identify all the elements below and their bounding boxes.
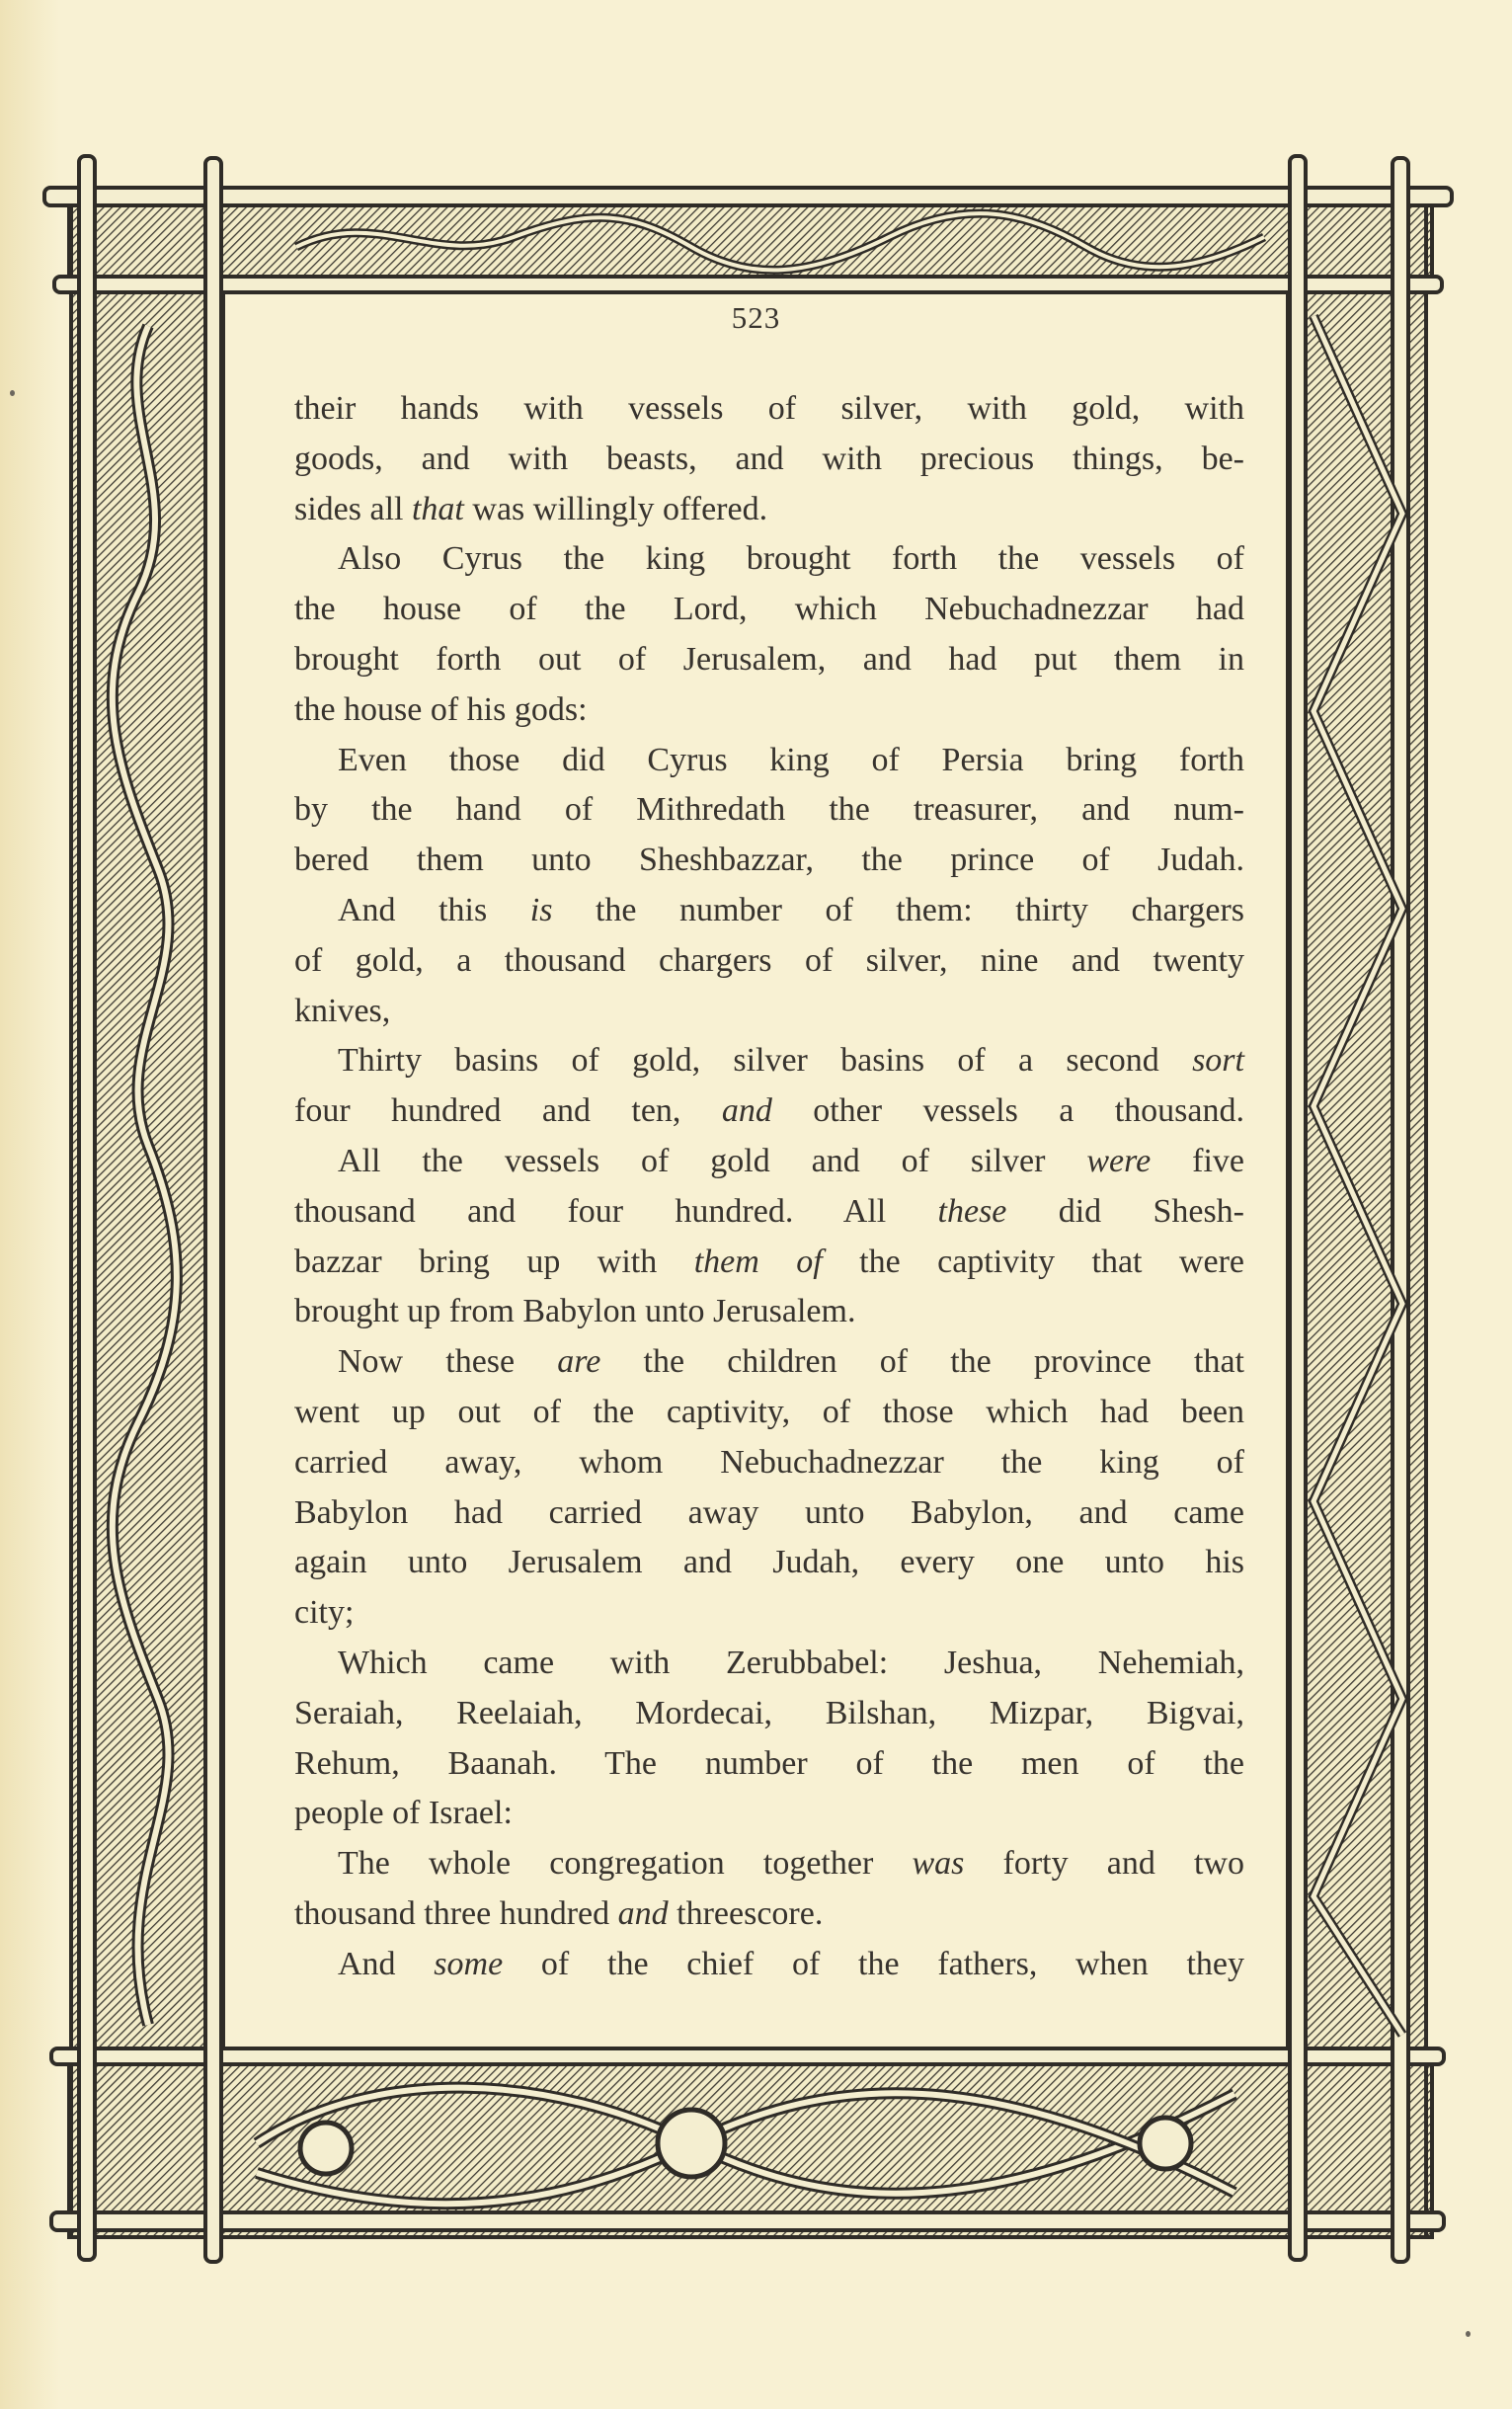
text-line: [294, 1639, 1244, 1689]
text-line: [294, 1337, 1244, 1388]
text-segment: city;: [294, 1594, 355, 1632]
text-segment: bazzar bring up with: [294, 1243, 694, 1280]
text-segment: sides all: [294, 490, 412, 527]
italic-word: and: [617, 1894, 669, 1932]
text-segment: Now these: [338, 1343, 558, 1381]
text-segment: knives,: [294, 992, 391, 1029]
text-line: [294, 736, 1244, 786]
text-line: [294, 1739, 1244, 1790]
text-line: [294, 1388, 1244, 1438]
text-segment: carried away, whom Nebuchadnezzar the king of: [294, 1443, 1244, 1481]
text-line: [294, 1940, 1244, 1990]
text-segment: the captivity that were: [822, 1243, 1244, 1280]
italic-word: and: [721, 1092, 772, 1130]
text-line: [294, 1538, 1244, 1588]
text-line: [294, 384, 1244, 435]
text-segment: Which came with Zerubbabel: Jeshua, Nehemiah,: [338, 1644, 1244, 1681]
text-line: [294, 1137, 1244, 1187]
text-segment: All the vessels of gold and of silver: [338, 1142, 1087, 1179]
text-segment: brought up from Babylon unto Jerusalem.: [294, 1293, 856, 1330]
scripture-text: [294, 384, 1244, 1990]
text-segment: Rehum, Baanah. The number of the men of the: [294, 1744, 1244, 1782]
italic-word: these: [937, 1192, 1007, 1230]
italic-word: sort: [1192, 1042, 1244, 1080]
text-segment: Babylon had carried away unto Babylon, and came: [294, 1493, 1244, 1531]
text-line: [294, 435, 1244, 485]
text-segment: five: [1151, 1142, 1244, 1179]
text-line: [294, 1889, 1244, 1940]
text-line: [294, 936, 1244, 987]
text-line: [294, 1588, 1244, 1639]
italic-word: was: [912, 1845, 965, 1883]
text-line: [294, 1086, 1244, 1137]
text-segment: Seraiah, Reelaiah, Mordecai, Bilshan, Mizpar, Bigvai,: [294, 1694, 1244, 1731]
text-segment: the number of them: thirty chargers: [552, 891, 1244, 928]
text-segment: people of Israel:: [294, 1795, 513, 1832]
text-segment: the children of the province that: [600, 1343, 1244, 1381]
text-line: [294, 1488, 1244, 1539]
text-segment: Also Cyrus the king brought forth the vessels of: [338, 540, 1244, 578]
text-line: [294, 1287, 1244, 1337]
italic-word: were: [1086, 1142, 1152, 1179]
text-line: [294, 485, 1244, 535]
text-line: [294, 534, 1244, 585]
text-segment: And: [338, 1945, 435, 1982]
italic-word: are: [557, 1343, 601, 1381]
text-line: [294, 836, 1244, 886]
text-segment: forty and two: [964, 1845, 1244, 1883]
text-line: [294, 1438, 1244, 1488]
text-line: [294, 585, 1244, 635]
italic-word: some: [434, 1945, 504, 1982]
text-line: [294, 1689, 1244, 1739]
text-segment: the house of his gods:: [294, 690, 588, 728]
text-segment: of the chief of the fathers, when they: [503, 1945, 1244, 1982]
text-line: [294, 1839, 1244, 1889]
text-segment: four hundred and ten,: [294, 1092, 722, 1130]
text-line: [294, 685, 1244, 736]
text-line: [294, 1036, 1244, 1086]
paper-speck: [10, 390, 15, 396]
paper-speck: [1466, 2331, 1471, 2337]
italic-word: them of: [693, 1243, 823, 1280]
text-segment: And this: [338, 891, 530, 928]
text-segment: did Shesh-: [1006, 1192, 1245, 1230]
text-line: [294, 1187, 1244, 1238]
text-segment: thousand and four hundred. All: [294, 1192, 938, 1230]
text-line: [294, 1238, 1244, 1288]
text-line: [294, 785, 1244, 836]
text-line: [294, 635, 1244, 685]
text-segment: goods, and with beasts, and with precious things, be-: [294, 440, 1244, 477]
page-number: 523: [731, 300, 781, 335]
text-segment: again unto Jerusalem and Judah, every one unto his: [294, 1544, 1244, 1581]
text-segment: thousand three hundred: [294, 1894, 618, 1932]
text-segment: went up out of the captivity, of those which had been: [294, 1393, 1244, 1430]
text-segment: by the hand of Mithredath the treasurer, and num-: [294, 791, 1244, 829]
text-segment: the house of the Lord, which Nebuchadnezzar had: [294, 591, 1244, 628]
text-line: [294, 886, 1244, 936]
bottom-band: [69, 2054, 1432, 2237]
text-segment: Even those did Cyrus king of Persia bring forth: [338, 741, 1244, 778]
text-segment: Thirty basins of gold, silver basins of a second: [338, 1042, 1193, 1080]
text-segment: bered them unto Sheshbazzar, the prince of Judah.: [294, 842, 1244, 879]
text-segment: threescore.: [668, 1894, 824, 1932]
text-segment: was willingly offered.: [463, 490, 768, 527]
text-segment: other vessels a thousand.: [771, 1092, 1245, 1130]
italic-word: is: [529, 891, 553, 928]
text-line: [294, 1789, 1244, 1839]
text-segment: of gold, a thousand chargers of silver, nine and twenty: [294, 941, 1244, 979]
text-segment: brought forth out of Jerusalem, and had put them in: [294, 640, 1244, 678]
text-segment: their hands with vessels of silver, with gold, with: [294, 390, 1244, 427]
text-line: [294, 987, 1244, 1037]
text-segment: The whole congregation together: [338, 1845, 913, 1883]
italic-word: that: [411, 490, 464, 527]
